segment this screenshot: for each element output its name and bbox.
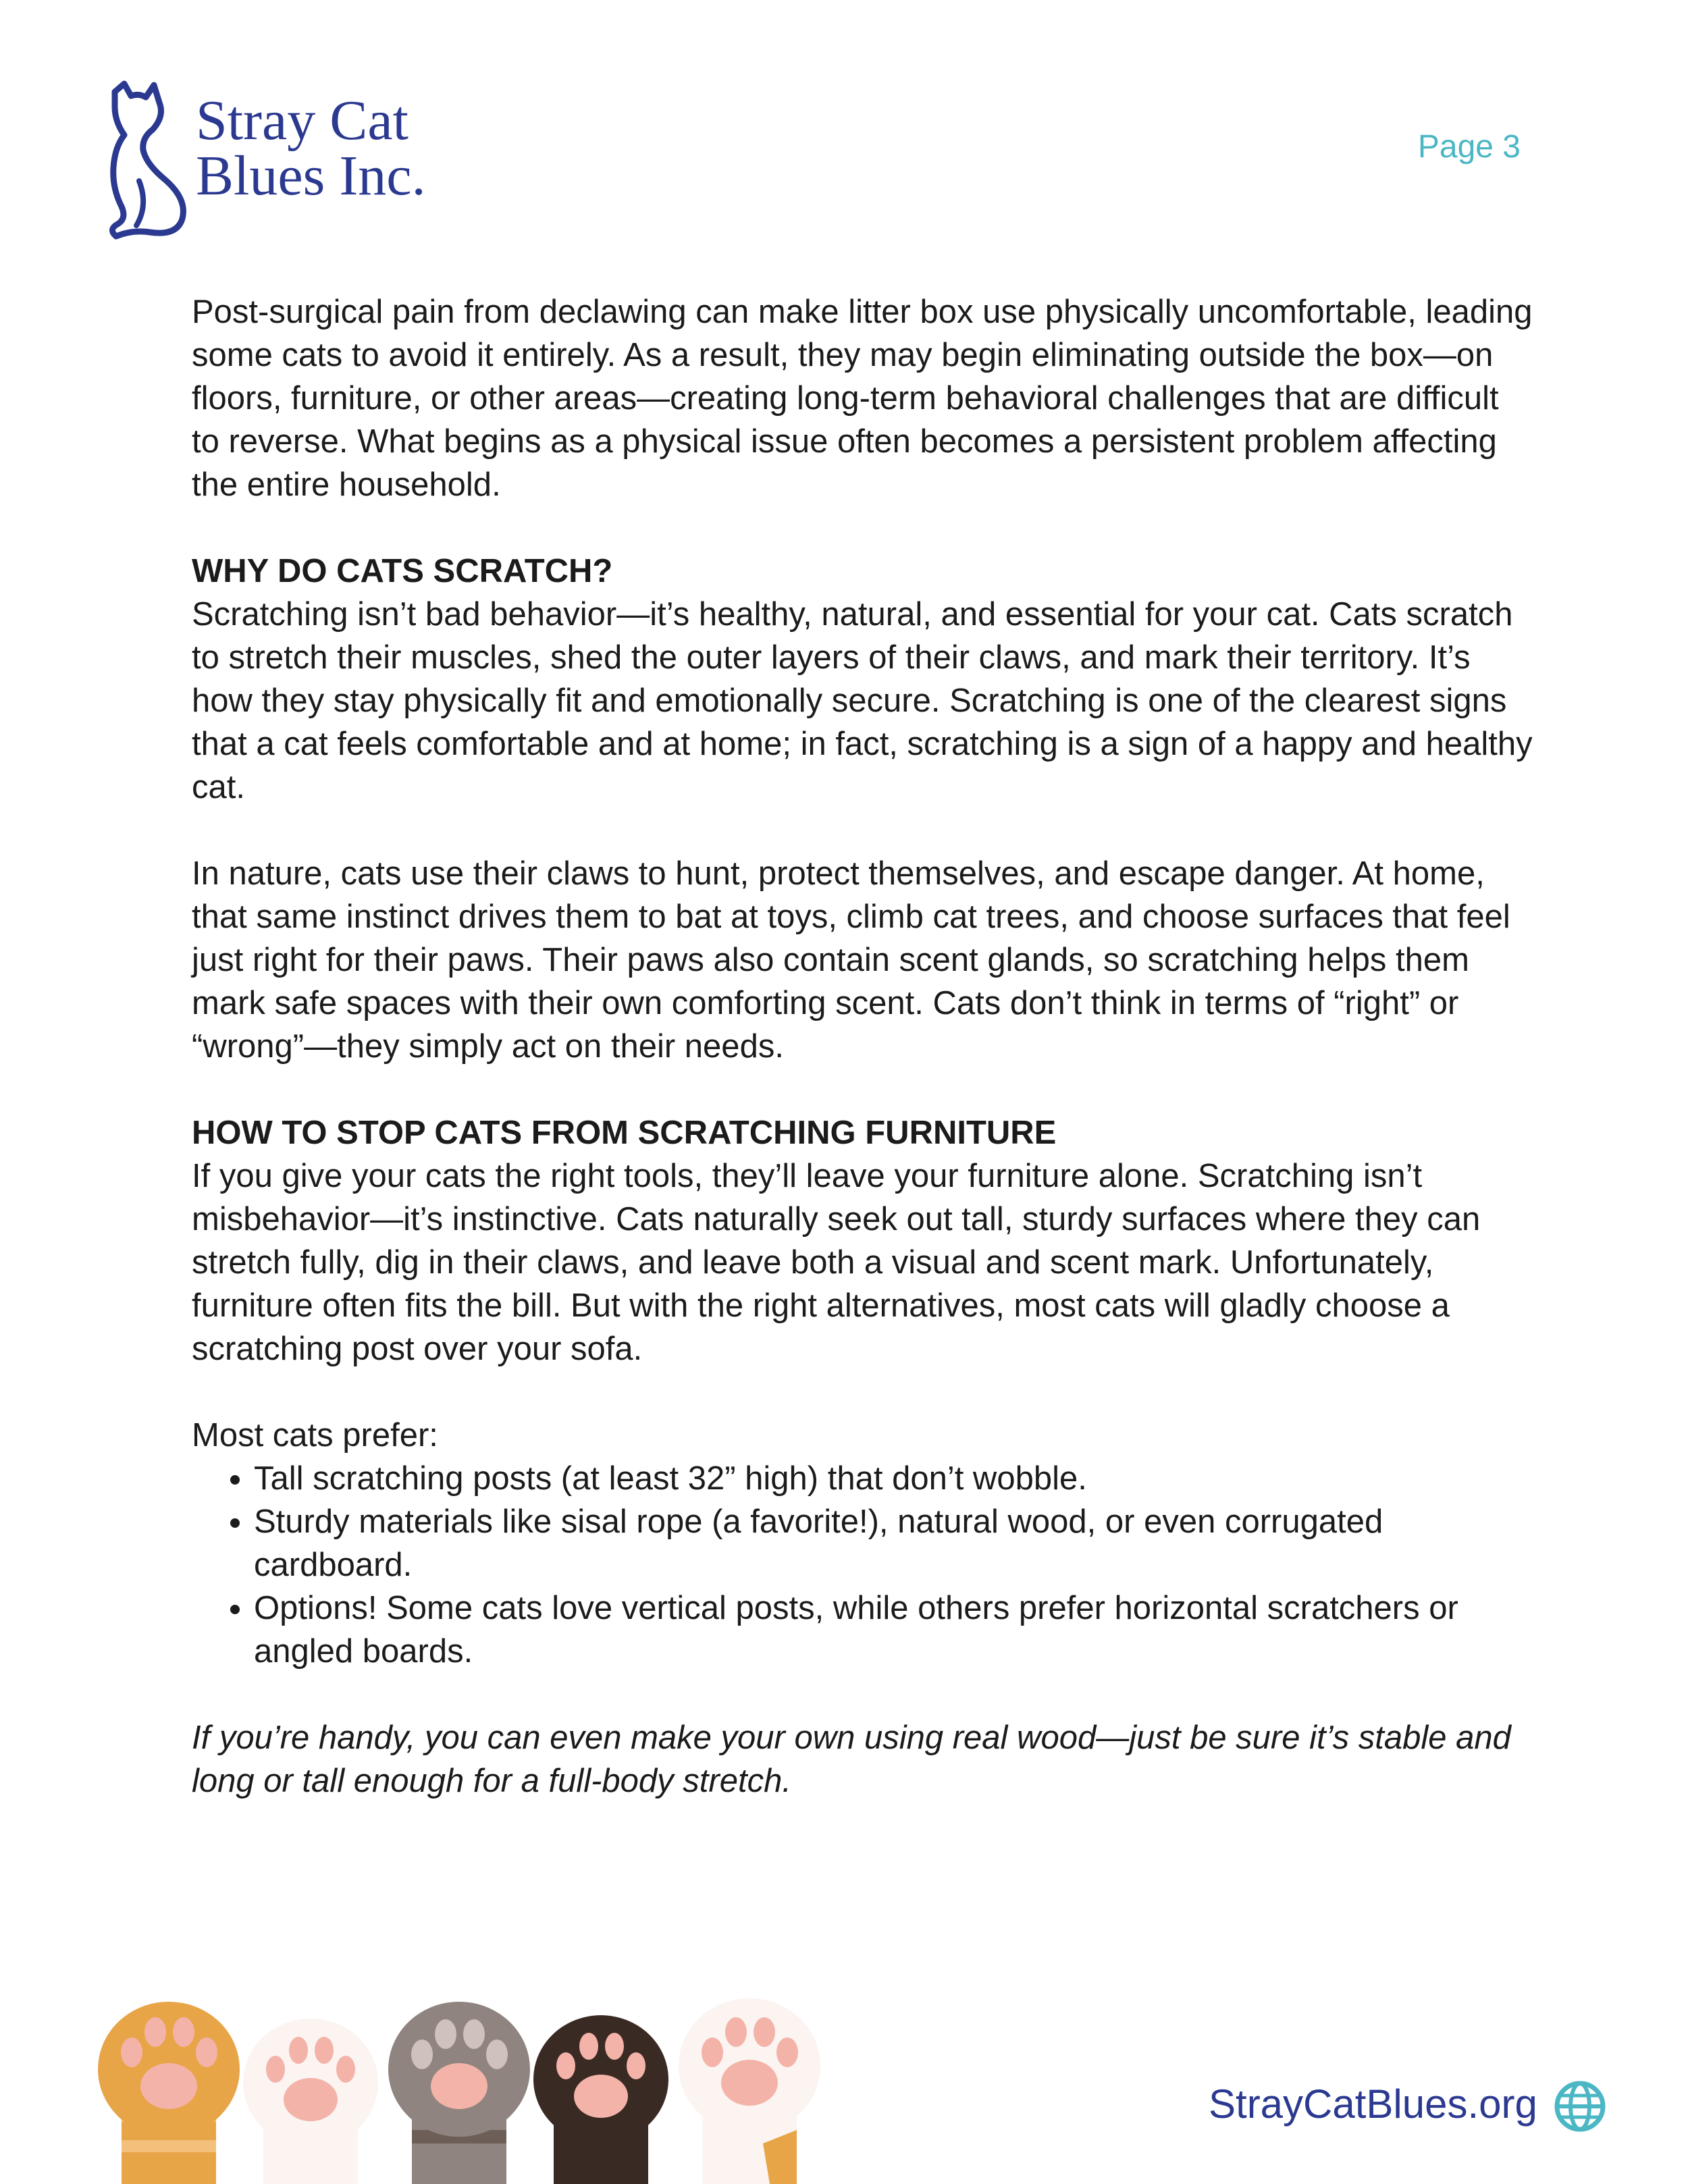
page-number: Page 3 — [1417, 129, 1521, 165]
paragraph-nature-instinct: In nature, cats use their claws to hunt, protect themselves, and escape danger. At home, that same instinct drives them to bat at toys, climb cat trees, and choose surfaces that feel just right for their paws. Their paws also contain scent glands, so scratching helps them mark safe spaces with their own comforting scent. Cats don’t think in terms of “right” or “wrong”—they simply act on their needs. — [192, 855, 1510, 1065]
orange-paw-icon — [98, 2002, 240, 2184]
list-item: • Sturdy materials like sisal rope (a favorite!), natural wood, or even corrugated cardboard. — [254, 1500, 1535, 1587]
white-paw-icon — [243, 2019, 378, 2184]
paragraph-declaw-pain: Post-surgical pain from declawing can make litter box use physically uncomfortable, leading some cats to avoid it entirely. As a result, they may begin eliminating outside the box—on floors, furniture, or other areas—creating long-term behavioral challenges that are difficult to reverse. What begins as a physical issue often becomes a persistent problem affecting the entire household. — [192, 294, 1533, 503]
preference-list — [192, 1457, 1535, 1673]
heading-why-scratch: WHY DO CATS SCRATCH? — [192, 553, 613, 589]
cat-paws-illustration — [95, 1995, 878, 2184]
logo-line-1: Stray Cat — [196, 89, 408, 152]
paragraph-right-tools: If you give your cats the right tools, they’ll leave your furniture alone. Scratching isn’t misbehavior—it’s instinctive. Cats naturally seek out tall, sturdy surfaces where they can stretch fully, dig in their claws, and leave both a visual and scent mark. Unfortunately, furniture often fits the bill. But with the right alternatives, most cats will gladly choose a scratching post over your sofa. — [192, 1158, 1481, 1367]
closing-note: If you’re handy, you can even make your own using real wood—just be sure it’s stable and long or tall enough for a full-body stretch. — [192, 1720, 1511, 1799]
logo — [101, 80, 452, 248]
globe-icon — [1553, 2079, 1607, 2133]
list-intro: Most cats prefer: — [192, 1417, 438, 1454]
list-item: • Options! Some cats love vertical posts, while others prefer horizontal scratchers or angled boards. — [254, 1587, 1535, 1673]
heading-stop-scratching: HOW TO STOP CATS FROM SCRATCHING FURNITURE — [192, 1115, 1057, 1151]
website-link[interactable]: StrayCatBlues.org — [1209, 2081, 1537, 2127]
paragraph-scratching-natural: Scratching isn’t bad behavior—it’s healthy, natural, and essential for your cat. Cats scratch to stretch their muscles, shed the outer layers of their claws, and mark their territory. It’s how they stay physically fit and emotionally secure. Scratching is one of the clearest signs that a cat feels comfortable and at home; in fact, scratching is a sign of a happy and healthy cat. — [192, 596, 1533, 805]
list-item: • Tall scratching posts (at least 32” high) that don’t wobble. — [254, 1457, 1535, 1500]
dark-paw-icon — [533, 2015, 668, 2184]
cat-silhouette-icon — [101, 80, 196, 242]
calico-paw-icon — [679, 1998, 820, 2184]
logo-line-2: Blues Inc. — [196, 144, 426, 207]
article-body — [192, 290, 1535, 1803]
grey-paw-icon — [388, 2002, 530, 2184]
